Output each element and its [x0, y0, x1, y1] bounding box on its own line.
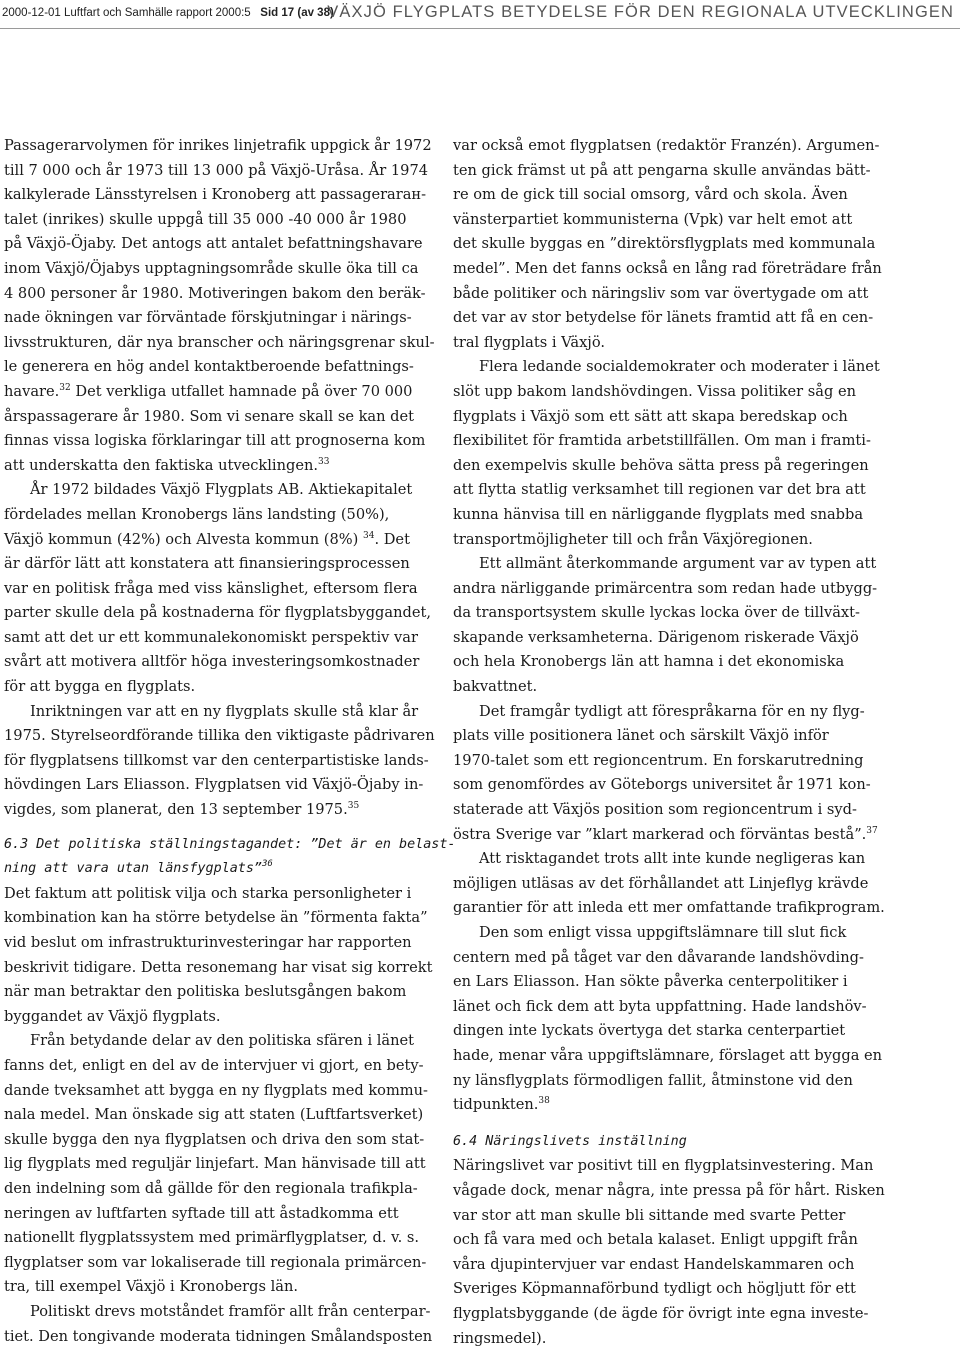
paragraph-politisk-vilja [4, 882, 433, 1030]
text-line: att flytta statlig verksamhet till regionen var det bra att [453, 481, 866, 499]
text-line: ny länsflygplats förmodligen fallit, åtminstone vid den [453, 1071, 853, 1089]
text-line [453, 1093, 885, 1118]
footnote-35: 35 [347, 801, 360, 812]
text-line: re om de gick till social omsorg, vård och skola. Även [453, 186, 848, 204]
text-fragment: att underskatta den faktiska utvecklingen. [4, 456, 319, 474]
text-line: för att bygga en flygplats. [4, 678, 196, 696]
text-line: som genomfördes av Göteborgs universitet år 1971 kon- [453, 776, 871, 794]
text-line: flygplats i Växjö som ett sätt att skapa beredskap och [453, 407, 848, 425]
paragraph-flera-ledande [453, 355, 885, 552]
footnote-38: 38 [538, 1096, 550, 1107]
paragraph-smalandsposten [453, 134, 885, 355]
text-line: slöt upp bakom landshövdingen. Vissa politiker såg en [453, 382, 856, 400]
text-line [453, 823, 885, 848]
paragraph-landshovdingen [453, 921, 885, 1118]
text-line: bakvattnet. [453, 678, 538, 696]
header-left [2, 7, 334, 19]
text-line: den indelning som då gällde för den regionala trafikpla- [4, 1179, 418, 1197]
heading-line [4, 857, 430, 882]
text-line: kunna hänvisa till en närliggande flygplats med snabba [453, 505, 864, 523]
text-line: inom Växjö/Öjabys upptagningsområde skulle öka till ca [4, 259, 419, 277]
text-line: och få vara med och betala kalaset. Enligt uppgift från [453, 1231, 858, 1249]
text-line: finnas vissa logiska förklaringar till att prognoserna kom [4, 432, 426, 450]
text-line: när man betraktar den politiska beslutsgången bakom [4, 983, 407, 1001]
text-line: skulle bygga den nya flygplatsen och driva den som stat- [4, 1130, 425, 1148]
text-line: var också emot flygplatsen (redaktör Franzén). Argumen- [453, 137, 880, 154]
text-line: Från betydande delar av den politiska sfären i länet [30, 1032, 415, 1050]
paragraph-inriktningen [4, 700, 435, 823]
text-line: Näringslivet var positivt till en flygplatsinvestering. Man [453, 1157, 874, 1175]
text-line: en Lars Eliasson. Han sökte påverka centerpolitiker i [453, 973, 848, 991]
text-line: på Växjö-Öjaby. Det antogs att antalet befattningshavare [4, 235, 423, 253]
paragraph-risktagandet [453, 847, 885, 921]
text-line: dande tveksamhet att bygga en ny flygplats med kommu- [4, 1081, 428, 1099]
text-line: dingen inte lyckats övertyga det starka centerpartiet [453, 1022, 846, 1040]
text-line: tra, till exempel Växjö i Kronobergs län. [4, 1278, 299, 1296]
text-line: det var av stor betydelse för länets framtid att få en cen- [453, 309, 874, 327]
text-line: da transportsystem skulle lyckas locka över de tillväxt- [453, 604, 860, 622]
text-line: beskrivit tidigare. Detta resonemang har visat sig korrekt [4, 958, 433, 976]
text-line: fanns det, enligt en del av de intervjuer vi gjort, en bety- [4, 1056, 424, 1074]
text-fragment: tidpunkten. [453, 1096, 539, 1114]
text-line: länet och fick dem att byta uppfattning. Hade landshöv- [453, 997, 867, 1015]
text-line: plats ville positionera länet och särskilt Växjö inför [453, 727, 829, 745]
right-column [453, 134, 885, 1351]
paragraph-motstandet [4, 1300, 433, 1349]
text-line: och hela Kronobergs län att hamna i det ekonomiska [453, 653, 845, 671]
paragraph-flygplats-ab [4, 478, 430, 699]
text-line: hade, menar våra uppgiftslämnare, förslaget att bygga en [453, 1046, 883, 1064]
text-fragment: Det verkliga utfallet hamnade på över 70 000 [70, 382, 413, 400]
text-line: Sveriges Köpmannaförbund tydligt och högljutt för ett [453, 1280, 856, 1298]
text-line: det skulle byggas en ”direktörsflygplats med kommunala [453, 235, 876, 253]
text-line: 1975. Styrelseordförande tillika den viktigaste pådrivaren [4, 727, 435, 745]
paragraph-politiska-sfaren [4, 1029, 430, 1300]
text-line: tral flygplats i Växjö. [453, 333, 606, 351]
text-line: livsstrukturen, där nya branscher och näringsgrenar skul- [4, 333, 435, 351]
paragraph-passenger-volume [4, 134, 435, 478]
text-line: tiet. Den tongivande moderata tidningen Smålandsposten [4, 1327, 433, 1345]
text-line [4, 528, 430, 553]
text-fragment: östra Sverige var ”klart markerad och förväntas bestå”. [453, 825, 867, 843]
text-line: 4 800 personer år 1980. Motiveringen bakom den beräk- [4, 284, 426, 302]
heading-line: 6.3 Det politiska ställningstagandet: ”Det är en belast- [4, 836, 456, 852]
text-line: fördelades mellan Kronobergs läns landsting (50%), [4, 505, 390, 523]
text-line: årspassagerare år 1980. Som vi senare skall se kan det [4, 407, 415, 425]
text-line: vågade dock, menar några, inte pressa på för hårt. Risken [453, 1181, 885, 1199]
text-line: både politiker och näringsliv som var övertygade om att [453, 284, 869, 302]
text-fragment: Växjö kommun (42%) och Alvesta kommun (8%) [4, 530, 363, 548]
page-header [0, 0, 960, 30]
paragraph-forespraakarna [453, 700, 885, 848]
text-line: våra djupintervjuer var endast Handelskammaren och [453, 1255, 855, 1273]
text-line: År 1972 bildades Växjö Flygplats AB. Aktiekapitalet [30, 481, 413, 499]
text-fragment: . Det [374, 530, 410, 548]
text-line: Politiskt drevs motståndet framför allt från centerpar- [30, 1302, 431, 1320]
text-line: är därför lätt att konstatera att finansieringsprocessen [4, 555, 410, 573]
text-line: flygplatsbyggande (de ägde för övrigt inte egna investe- [453, 1304, 869, 1322]
text-line [4, 454, 430, 479]
footnote-33: 33 [318, 456, 330, 467]
text-line: vid beslut om infrastrukturinvesteringar har rapporten [4, 934, 412, 951]
text-line: Passagerarvolymen för inrikes linjetrafik uppgick år 1972 [4, 137, 432, 154]
text-line: centern med på tåget var den dåvarande landshövding- [453, 948, 864, 966]
paragraph-naringslivet [453, 1154, 885, 1351]
text-line: ringsmedel). [453, 1329, 547, 1347]
text-line: Inriktningen var att en ny flygplats skulle stå klar år [30, 702, 419, 720]
text-line: le generera en hög andel kontaktberoende befattnings- [4, 358, 414, 376]
text-line: Att risktagandet trots allt inte kunde negligeras kan [479, 850, 866, 868]
text-line: Flera ledande socialdemokrater och moderater i länet [479, 358, 880, 376]
text-line: kalkylerade Länsstyrelsen i Kronoberg att passagerarан- [4, 186, 427, 204]
footnote-34: 34 [363, 530, 375, 541]
text-line: medel”. Men det fanns också en lång rad företrädare från [453, 259, 882, 277]
footnote-32: 32 [59, 382, 71, 393]
text-line: hövdingen Lars Eliasson. Flygplatsen vid Växjö-Öjaby in- [4, 776, 424, 794]
text-line: neringen av luftfarten syftade till att åstadkomma ett [4, 1204, 399, 1222]
text-line: vänsterpartiet kommunisterna (Vpk) var helt emot att [453, 210, 853, 228]
text-line: Den som enligt vissa uppgiftslämnare till slut fick [479, 924, 847, 941]
text-line: 1970-talet som ett regioncentrum. En forskarutredning [453, 751, 864, 769]
text-line [4, 798, 430, 823]
text-line: Ett allmänt återkommande argument var av typen att [479, 555, 877, 573]
left-column [4, 134, 456, 1349]
header-document-title: VÄXJÖ FLYGPLATS BETYDELSE FÖR DEN REGIONALA UTVECKLINGEN [327, 3, 954, 21]
text-line: den exempelvis skulle behöva sätta press på regeringen [453, 456, 869, 474]
text-fragment: vigdes, som planerat, den 13 september 1975. [4, 801, 348, 819]
section-heading-6-3 [4, 833, 456, 882]
section-heading-6-4 [453, 1130, 885, 1155]
text-line: nade ökningen var förväntade förskjutningar i närings- [4, 309, 412, 327]
text-line: Det faktum att politisk vilja och starka personligheter i [4, 884, 412, 902]
text-line: flexibilitet för framtida arbetstillfällen. Om man i framti- [453, 432, 871, 450]
header-rule [0, 28, 960, 29]
text-line: nationellt flygplatssystem med primärflygplatser, d. v. s. [4, 1229, 420, 1247]
text-line: möjligen utläsas av det förhållandet att Linjeflyg krävde [453, 874, 869, 892]
header-page-number: Sid 17 (av 38) [260, 7, 334, 19]
text-line: Det framgår tydligt att förespråkarna för en ny flyg- [479, 702, 865, 720]
text-line: var stor att man skulle bli sittande med svarte Petter [453, 1206, 846, 1224]
text-line: kombination kan ha större betydelse än ”förmenta fakta” [4, 909, 428, 927]
text-line: samt att det ur ett kommunalekonomiskt perspektiv var [4, 628, 418, 646]
text-line: till 7 000 och år 1973 till 13 000 på Växjö-Uråsa. År 1974 [4, 161, 429, 179]
text-line: flygplatser som var lokaliserade till regionala primärcen- [4, 1253, 427, 1271]
text-line: byggandet av Växjö flygplats. [4, 1007, 221, 1025]
text-line: andra närliggande primärcentra som redan hade utbygg- [453, 579, 878, 597]
text-line: var en politisk fråga med viss känslighet, eftersom flera [4, 579, 418, 597]
text-line: talet (inrikes) skulle uppgå till 35 000 -40 000 år 1980 [4, 210, 407, 228]
text-line [4, 380, 430, 405]
text-line: svårt att motivera alltför höga investeringsomkostnader [4, 653, 420, 671]
heading-fragment: ning att vara utan länsfygplats” [4, 861, 262, 877]
header-date-report: 2000-12-01 Luftfart och Samhälle rapport 2000:5 [2, 7, 251, 19]
text-line: skapande verksamheterna. Därigenom riskerade Växjö [453, 628, 859, 646]
text-line: staterade att Växjös position som regioncentrum i syd- [453, 801, 857, 819]
text-line: ten gick främst ut på att pengarna skulle användas bätt- [453, 161, 871, 179]
text-line: för flygplatsens tillkomst var den centerpartistiske lands- [4, 751, 429, 769]
text-line: garantier för att inleda ett mer omfattande trafikprogram. [453, 899, 885, 917]
heading-line: 6.4 Näringslivets inställning [453, 1133, 687, 1149]
footnote-37: 37 [866, 825, 878, 836]
paragraph-allmant-argument [453, 552, 885, 700]
text-line: nala medel. Man önskade sig att staten (Luftfartsverket) [4, 1106, 424, 1124]
text-fragment: havare. [4, 382, 60, 400]
text-line: parter skulle dela på kostnaderna för flygplatsbyggandet, [4, 604, 431, 622]
text-line: lig flygplats med reguljär linjefart. Man hänvisade till att [4, 1155, 426, 1173]
text-line: transportmöjligheter till och från Växjöregionen. [453, 530, 813, 548]
footnote-36: 36 [261, 859, 273, 870]
